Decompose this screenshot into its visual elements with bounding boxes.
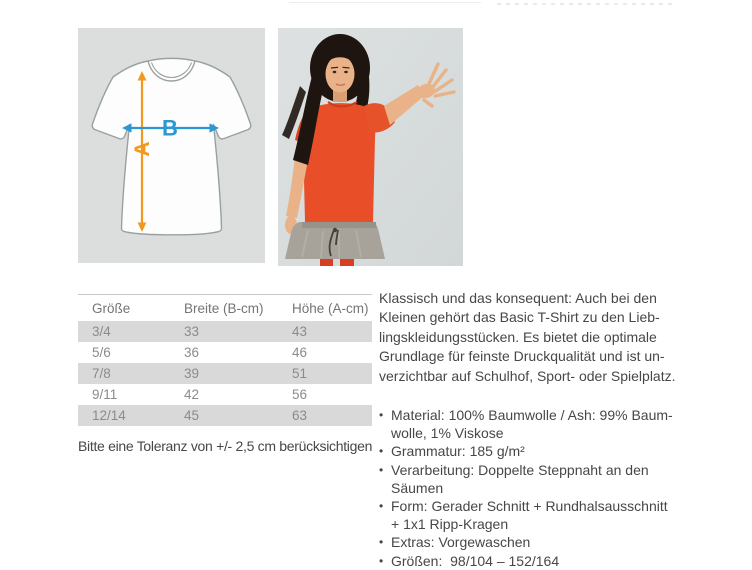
cell-height: 63 [278, 405, 372, 426]
product-photo-panel [278, 28, 463, 266]
cell-width: 39 [170, 363, 278, 384]
cell-height: 43 [278, 321, 372, 342]
feature-item-groessen [379, 552, 709, 570]
cell-size: 5/6 [92, 345, 111, 360]
feature-line: Verarbeitung: Doppelte Steppnaht an den [391, 461, 649, 478]
table-row [78, 363, 372, 384]
bullet-icon: • [379, 462, 384, 477]
table-row [78, 384, 372, 405]
cell-height: 46 [292, 345, 308, 360]
bullet-icon: • [379, 535, 384, 550]
product-features-list [379, 406, 709, 570]
feature-item-extras [379, 533, 709, 551]
cell-size: 7/8 [78, 363, 170, 384]
feature-line: Grammatur: 185 g/m² [391, 443, 525, 460]
cell-height: 51 [278, 363, 372, 384]
col-header-width: Breite (B-cm) [170, 295, 278, 322]
bullet-icon: • [379, 499, 384, 514]
cell-size: 3/4 [78, 321, 170, 342]
cell-width: 42 [184, 387, 200, 402]
model-photo-illustration [278, 28, 463, 266]
product-description [379, 289, 709, 386]
top-edge-artifact-dots [497, 3, 675, 5]
top-edge-artifact-line [289, 2, 481, 3]
feature-item-material [379, 406, 709, 442]
tshirt-measure-diagram [78, 28, 265, 263]
col-header-size: Größe [78, 295, 170, 322]
size-table-header-row [78, 295, 372, 322]
feature-line: Extras: Vorgewaschen [391, 534, 531, 551]
feature-line: Säumen [391, 479, 444, 496]
cell-width: 36 [184, 345, 200, 360]
feature-line: Größen: 98/104 – 152/164 [391, 552, 560, 569]
measure-label-b: B [162, 115, 178, 141]
table-row [78, 321, 372, 342]
table-row [78, 405, 372, 426]
measure-label-a: A [131, 141, 154, 157]
feature-item-grammatur [379, 442, 709, 460]
description-line: Kleinen gehört das Basic T-Shirt zu den Lieb- [379, 309, 660, 326]
size-table [78, 294, 372, 426]
description-line: lingskleidungsstücken. Es bietet die optimale [379, 328, 657, 345]
bullet-icon: • [379, 444, 384, 459]
cell-width: 33 [170, 321, 278, 342]
feature-item-verarbeitung [379, 461, 709, 497]
description-line: Grundlage für feinste Druckqualität und ist un- [379, 348, 665, 365]
cell-size: 9/11 [92, 387, 118, 402]
col-header-height: Höhe (A-cm) [278, 295, 372, 322]
description-line: verzichtbar auf Schulhof, Sport- oder Spielplatz. [379, 367, 676, 384]
table-row [78, 342, 372, 363]
description-line: Klassisch und das konsequent: Auch bei den [379, 290, 657, 306]
feature-item-form [379, 497, 709, 533]
cell-width: 45 [170, 405, 278, 426]
bullet-icon: • [379, 553, 384, 568]
bullet-icon: • [379, 408, 384, 422]
tolerance-note: Bitte eine Toleranz von +/- 2,5 cm berücksichtigen [78, 438, 373, 454]
feature-line: wolle, 1% Viskose [391, 425, 504, 442]
feature-line: + 1x1 Ripp-Kragen [391, 516, 509, 533]
size-diagram-panel [78, 28, 265, 263]
feature-line: Material: 100% Baumwolle / Ash: 99% Baum- [391, 407, 673, 423]
tshirt-outline [92, 58, 250, 234]
feature-line: Form: Gerader Schnitt + Rundhalsausschnitt [391, 498, 668, 515]
cell-height: 56 [292, 387, 308, 402]
cell-size: 12/14 [78, 405, 170, 426]
